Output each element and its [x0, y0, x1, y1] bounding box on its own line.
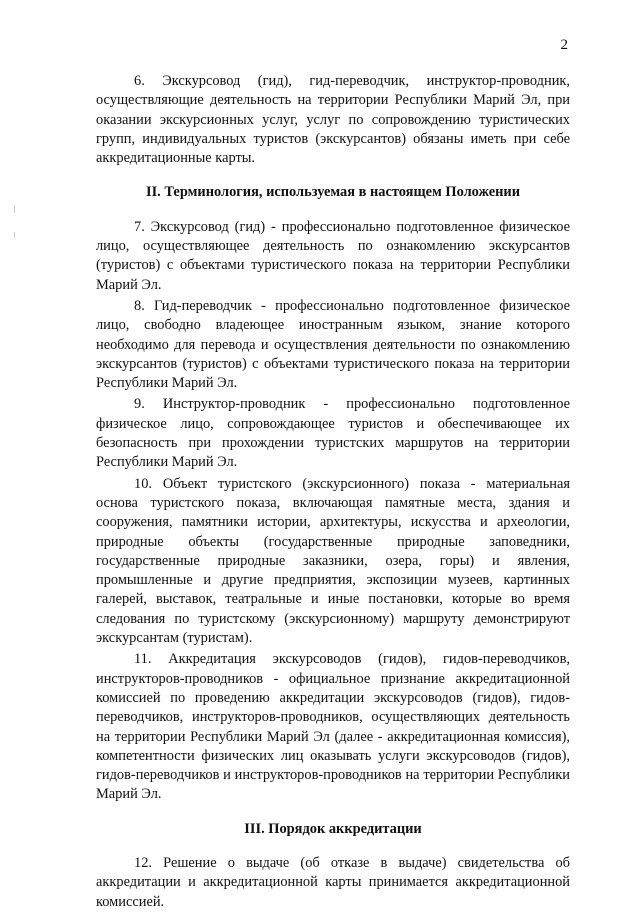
section-2-heading: II. Терминология, используемая в настоящем Положении — [145, 184, 521, 201]
paragraph-8: 8. Гид-переводчик - профессионально подготовленное физическое лицо, свободно владеющее иностранным языком, знание которого необходимо для перевода и осуществления деятельности по ознакомлению экскурсантов (туристов) с объектами туристического показа на территории Республики Марий Эл. — [96, 297, 570, 392]
paragraph-7: 7. Экскурсовод (гид) - профессионально подготовленное физическое лицо, осуществляющее деятельность по ознакомлению экскурсантов (туристов) с объектами туристического показа на территории Республики Марий Эл. — [96, 218, 570, 293]
paragraph-12: 12. Решение о выдаче (об отказе в выдаче) свидетельства об аккредитации и аккредитационной карты принимается аккредитационной комиссией. — [96, 854, 570, 910]
paragraph-11: 11. Аккредитация экскурсоводов (гидов), гидов-переводчиков, инструкторов-проводников - официальное признание аккредитационной комиссией по проведению аккредитации экскурсоводов (гидов), гидов-переводчиков, инструкторов-проводников, осуществляющих деятельность на территории Республики Марий Эл (далее - аккредитационная комиссия), компетентности физических лиц оказывать услуги экскурсоводов (гидов), гидов-переводчиков и инструкторов-проводников на территории Республики Марий Эл. — [96, 651, 570, 803]
paragraph-9: 9. Инструктор-проводник - профессионально подготовленное физическое лицо, сопровождающее туристов и обеспечивающее их безопасность при прохождении туристских маршрутов на территории Республики Марий Эл. — [96, 396, 570, 471]
section-3-heading: III. Порядок аккредитации — [244, 820, 422, 837]
document-body — [96, 72, 570, 914]
paragraph-10: 10. Объект туристского (экскурсионного) показа - материальная основа туристского показа, включающая памятные места, здания и сооружения, памятники истории, архитектуры, искусства и археологии, природные объекты (государственные природные заповедники, государственные природные заказники, озера, горы) и явления, промышленные и другие предприятия, экспозиции музеев, картинных галерей, выставок, театральные и иные постановки, которые во время следования по туристскому (экскурсионному) маршруту демонстрируют экскурсантам (туристам). — [96, 475, 570, 647]
scan-margin-mark — [14, 205, 15, 213]
scan-margin-mark — [14, 232, 15, 238]
paragraph-6: 6. Экскурсовод (гид), гид-переводчик, инструктор-проводник, осуществляющие деятельность на территории Республики Марий Эл, при оказании экскурсионных услуг, услуг по сопровождению туристических групп, индивидуальных туристов (экскурсантов) обязаны иметь при себе аккредитационные карты. — [96, 73, 570, 167]
page-number: 2 — [560, 37, 568, 53]
